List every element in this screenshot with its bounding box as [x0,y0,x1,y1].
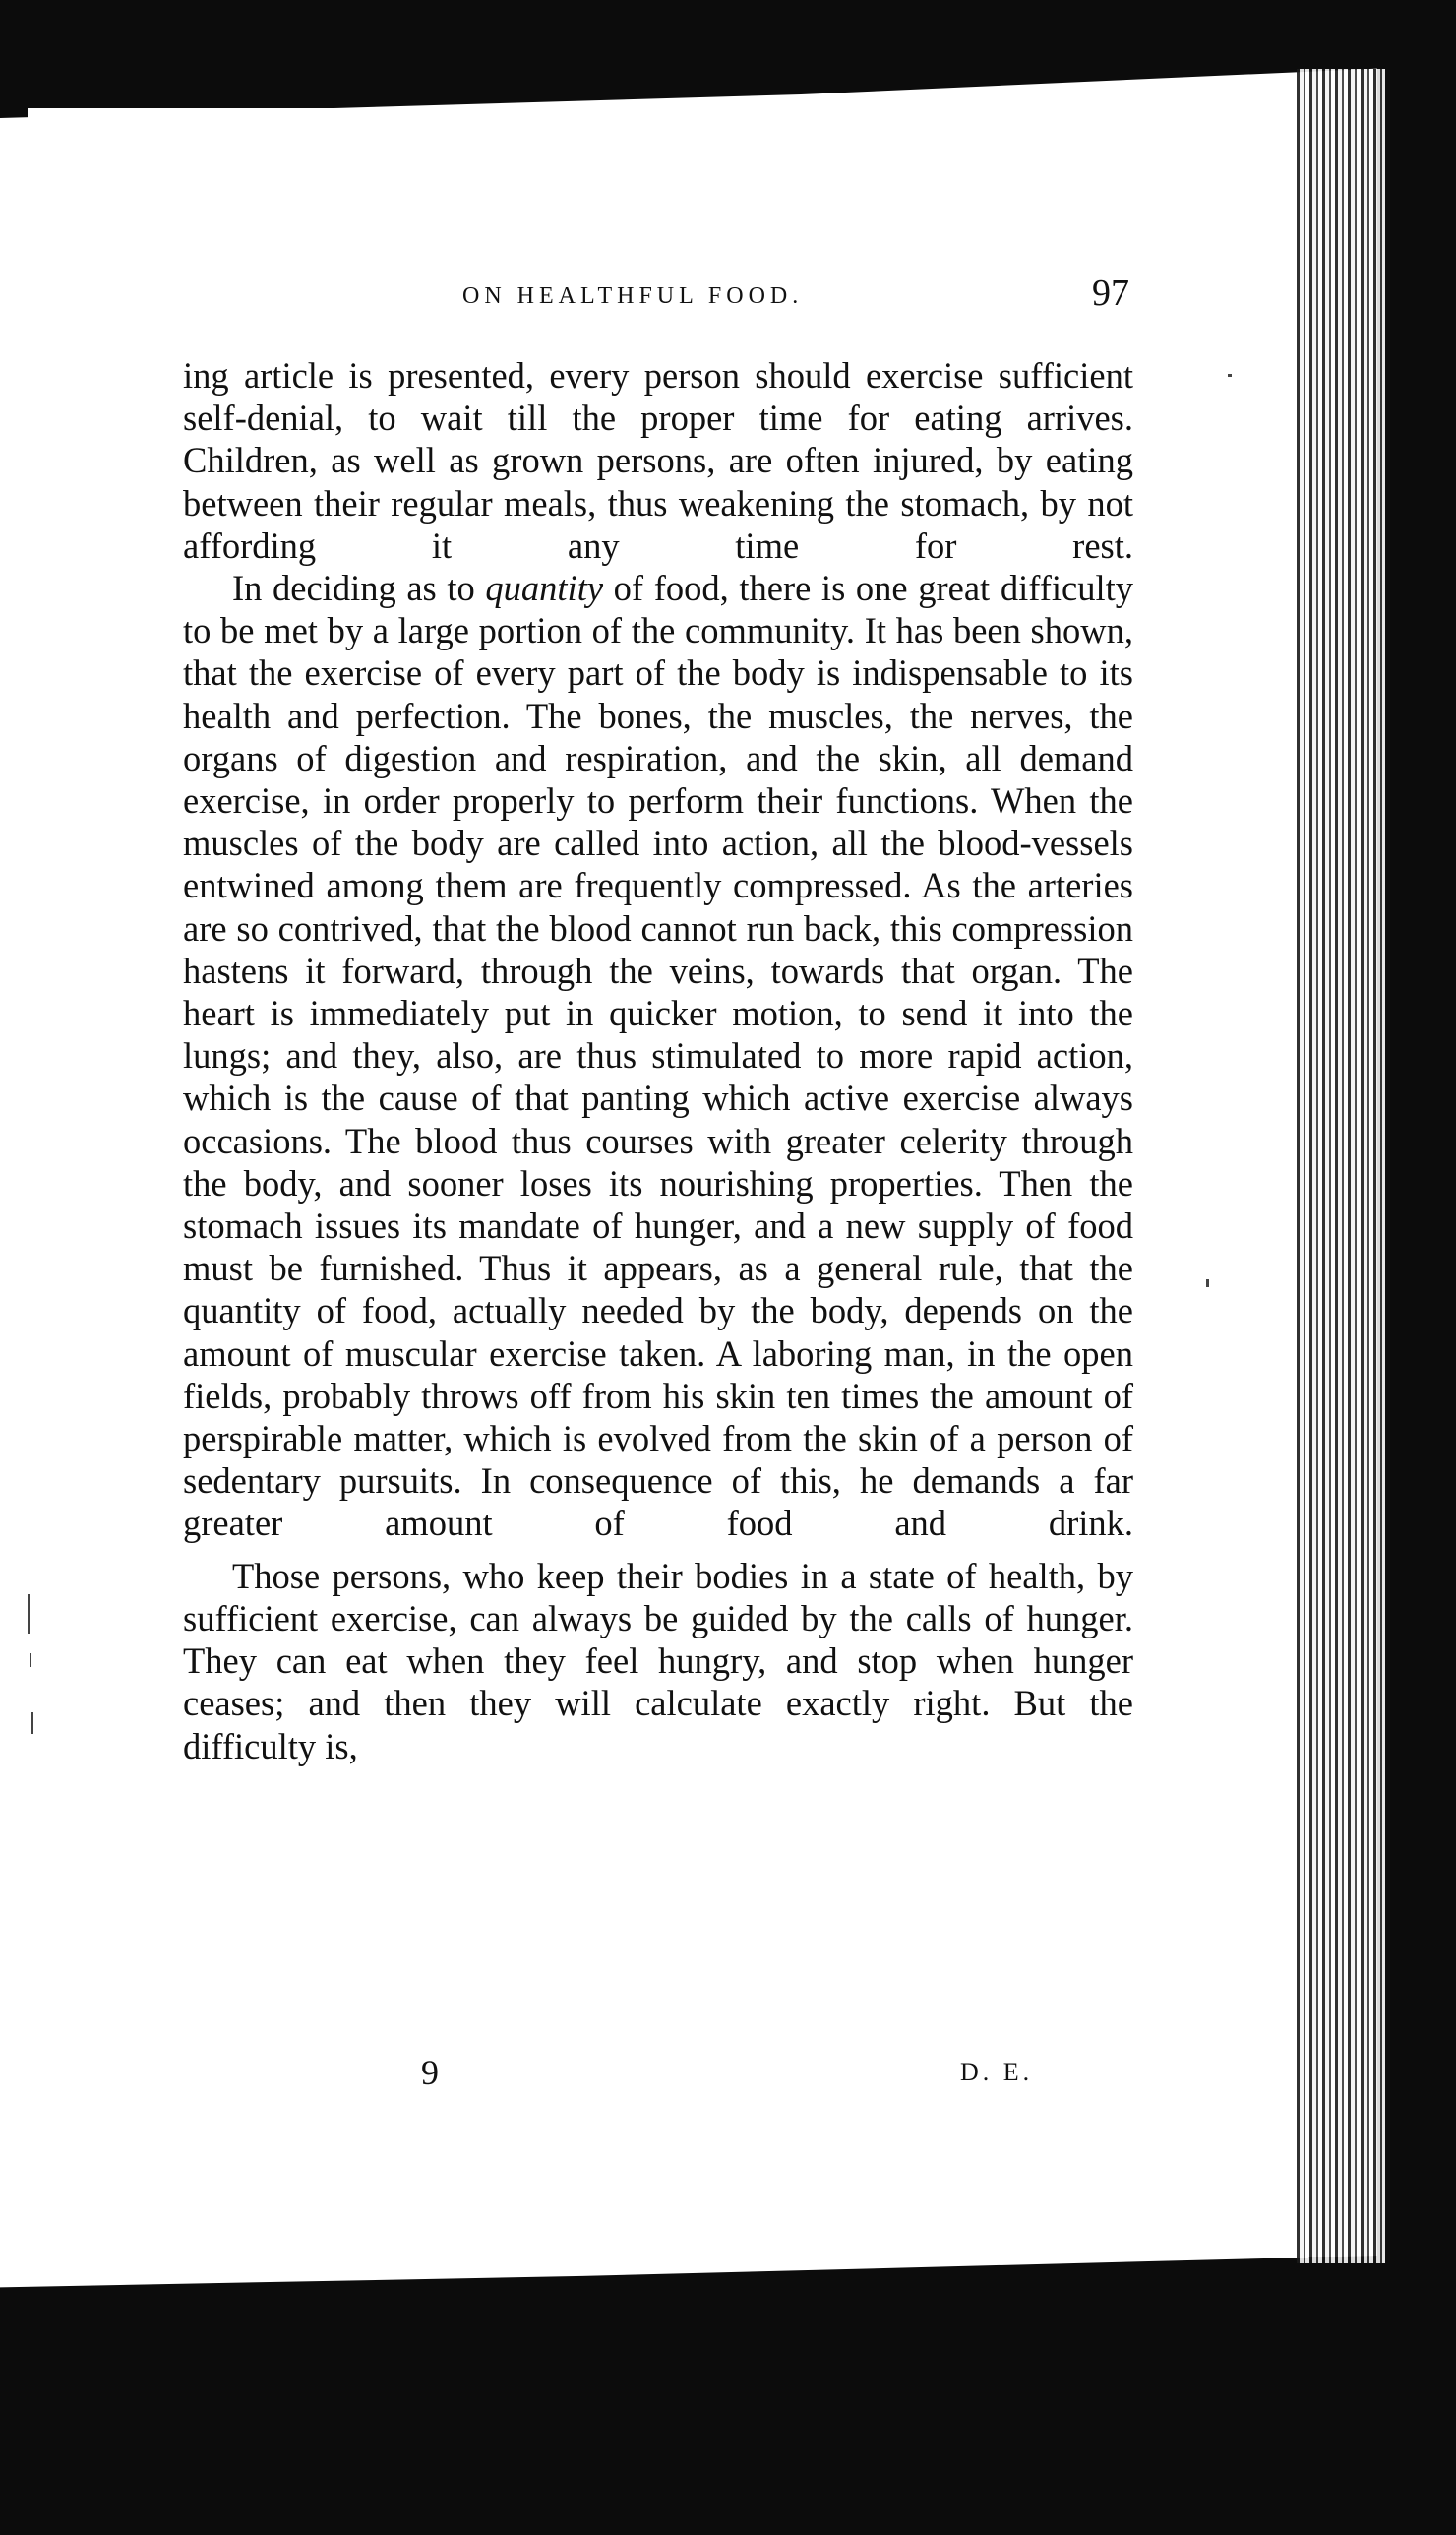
text-run: In deciding as to [232,568,486,609]
page-number: 97 [1092,273,1129,314]
page-header [197,272,1141,321]
paragraph [183,354,1133,567]
text-run: Those persons, who keep their bodies in a state of health, by sufficient exercise, can always be guided by the calls of hunger. They can eat when they feel hungry, and stop when hunger ceases; and then they will calculate exactly right. But the difficulty is, [183,1555,1133,1766]
signature-mark: 9 [421,2053,439,2092]
text-run: ing article is presented, every person should exercise sufficient self-denial, to wait till the proper time for eating arrives. Children, as well as grown persons, are often injured, by eating between their regular meals, thus weakening the stomach, by not affording it any time for rest. [183,355,1133,566]
text-run: of food, there is one great difficulty to be met by a large portion of the community. It has been shown, that the exercise of every part of the body is indispensable to its health and perfection. The bones, the muscles, the nerves, the organs of digestion and respiration, and the skin, all demand exercise, in order properly to perform their functions. When the muscles of the body are called into action, all the blood-vessels entwined among them are frequently compressed. As the arteries are so contrived, that the blood cannot run back, this compression hastens it forward, through the veins, towards that organ. The heart is immediately put in quicker motion, to send it into the lungs; and they, also, are thus stimulated to more rapid action, which is the cause of that panting which active exercise always occasions. The blood thus courses with greater celerity through the body, and sooner loses its nourishing properties. Then the stomach issues its mandate of hunger, and a new supply of food must be furnished. Thus it appears, as a general rule, that the quantity of food, actually needed by the body, depends on the amount of muscular exercise taken. A laboring man, in the open fields, probably throws off from his skin ten times the amount of perspirable matter, which is evolved from the skin of a person of sedentary pursuits. In consequence of this, he demands a far greater amount of food and drink. [183,568,1133,1544]
paragraph [183,1555,1133,1767]
page-edges [1297,69,1385,2263]
running-head: ON HEALTHFUL FOOD. [462,283,804,309]
top-shadow-border [0,0,1456,118]
catchword: D. E. [960,2058,1034,2086]
body-text [183,354,1133,1767]
italic-text-run: quantity [485,568,604,609]
page-footer [183,2052,1068,2101]
paragraph [183,567,1133,1545]
right-shadow-border [1377,59,1456,2283]
bottom-shadow-border [0,2254,1456,2535]
